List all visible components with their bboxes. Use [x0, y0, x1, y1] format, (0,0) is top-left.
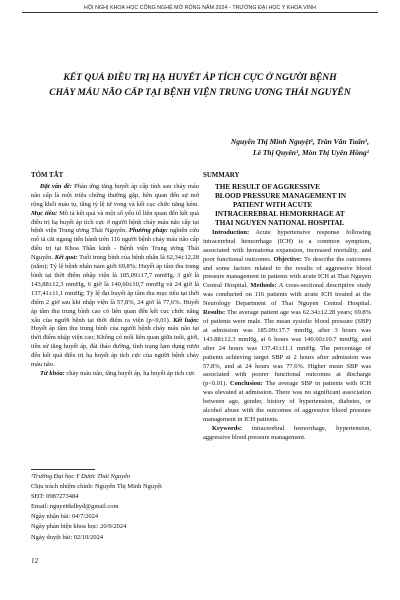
label-introduction: Introduction: [212, 228, 250, 236]
label-purpose: Đặt vấn đề: [40, 182, 72, 190]
english-title-line-1: THE RESULT OF AGGRESSIVE [215, 182, 320, 191]
purpose-text: Phản ứng tăng huyết áp cấp tính sau chảy máu não cấp là một triệu chứng thường gặp, liên quan đến sự mở rộng khối máu tụ, tăng tỷ lệ tử vong và kết cục chức năng kém. [31, 182, 199, 208]
title-line-1: KẾT QUẢ ĐIỀU TRỊ HẠ HUYẾT ÁP TÍCH CỰC Ở NGƯỜI BỆNH [63, 72, 337, 83]
date-reviewed: Ngày phản biện khoa học: 20/9/2024 [31, 523, 127, 531]
english-title [203, 183, 371, 228]
authors-line-1: Nguyễn Thị Minh Nguyệt¹, Trần Văn Tuấn¹, [230, 137, 369, 146]
abstract-vietnamese [31, 172, 199, 379]
running-header: HỘI NGHỊ KHOA HỌC CÔNG NGHỆ MỞ RỘNG NĂM 2024 - TRƯỜNG ĐẠI HỌC Y KHOA VINH [84, 5, 316, 11]
summary-english [203, 172, 371, 443]
affiliation: ¹Trường Đại học Y Dược Thái Nguyên [31, 473, 131, 480]
keywords-text: chảy máu não, tăng huyết áp, hạ huyết áp tích cực [64, 369, 196, 377]
label-conclusion-en: Conclusion: [227, 380, 263, 388]
conclusion-text-en: The average SBP in patients with ICH was elevated at admission. There was no significant association between age, gender, history of hypertension, diabetes, or alcohol abuse with the outcomes of aggressive blood pressure management in ICH patients. [203, 380, 371, 423]
keywords-paragraph [31, 370, 199, 379]
date-received: Ngày nhận bài: 04/7/2024 [31, 513, 99, 521]
abstract-heading: TÓM TẮT [31, 172, 64, 179]
summary-body [203, 229, 371, 425]
header-divider [22, 12, 378, 13]
english-title-line-3: PATIENT WITH ACUTE [233, 200, 313, 209]
label-keywords: Từ khóa: [40, 369, 65, 377]
label-objective-en: Objective: [271, 255, 303, 263]
author-list [109, 136, 369, 158]
label-methods-en: Methods: [247, 282, 277, 290]
conclusion-text: Huyết áp tâm thu trung bình của người bệnh chảy máu não tại thời điểm nhập viện cao; Không có mối liên quan giữa tuổi, giới, tiền sử tăng huyết áp, đái tháo đường, tình trạng lạm dụng rượu đến kết quả điều trị hạ huyết áp tích cực của người bệnh chảy máu não. [31, 325, 199, 369]
label-results-en: Results: [203, 309, 226, 317]
keywords-paragraph-en [203, 425, 371, 443]
date-accepted: Ngày duyệt bài: 02/10/2024 [31, 533, 104, 541]
label-keywords-en: Keywords: [212, 424, 243, 432]
label-objective: Mục tiêu: [31, 209, 58, 217]
english-title-line-5: THAI NGUYEN NATIONAL HOSPITAL [215, 218, 345, 227]
label-results: Kết quả: [53, 254, 78, 262]
email: Email: nguyettkdhyd@gmail.com [31, 503, 119, 511]
objective-text: Mô tả kết quả và một số yếu tố liên quan đến kết quả điều trị hạ huyết áp tích cực ở người bệnh chảy máu não cấp tại bệnh viện Trung ương Thái Nguyên. [31, 209, 199, 235]
method-text: nghiên cứu mô tả cắt ngang tiến hành trên 116 người bệnh chảy máu não cấp điều trị tại Khoa Thần kinh - Bệnh viện Trung ương Thái Nguyên. [31, 227, 199, 262]
paper-title [40, 70, 360, 100]
footnote [31, 469, 199, 543]
results-text: Tuổi trung bình của bệnh nhân là 62,34±12,28 (năm); Tỷ lệ bệnh nhân nam giới 69,8%; Huyết áp tâm thu trung bình tại thời điểm nhập viện là 185,09±17,7 mmHg, 3 giờ là 143,88±12,3 mmHg, 6 giờ là 140,60±10,7 mmHg và 24 giờ là 137,41±11,1 mmHg; Tỷ lệ đạt huyết áp tâm thu mục tiêu tại thời điểm 2 giờ sau khi nhập viện là 57,8%, 24 giờ là 77,6%. Huyết áp tâm thu trung bình cao có liên quan đến kết cục chức năng xấu của người bệnh tại thời điểm ra viện (p<0,01). [31, 254, 199, 324]
abstract-body [31, 183, 199, 370]
label-conclusion: Kết luận: [170, 316, 199, 324]
page-number: 12 [31, 557, 39, 565]
english-title-line-2: BLOOD PRESSURE MANAGEMENT IN [215, 191, 347, 200]
objective-text-en: To describe the outcomes and some factors related to the results of aggressive blood pressure management in patients with acute ICH at Thai Nguyen Central Hospital. [203, 255, 371, 290]
summary-heading: SUMMARY [203, 172, 240, 179]
english-title-line-4: INTRACEREBRAL HEMORRHAGE AT [215, 209, 345, 218]
methods-text-en: A cross-sectional descriptive study was conducted on 116 patients with acute ICH treated at the Neurology Department of Thai Nguyen Central Hospital. [203, 282, 372, 308]
introduction-text: Acute hypertensive response following intracerebral hemorrhage (ICH) is a common symptom, associated with hematoma expansion, increased mortality, and poor functional outcomes. [203, 228, 371, 263]
title-line-2: CHẢY MÁU NÃO CẤP TẠI BỆNH VIỆN TRUNG ƯƠNG THÁI NGUYÊN [49, 87, 351, 98]
results-text-en: The average patient age was 62.34±12.28 years; 69.8% of patients were male. The mean systolic blood pressure (SBP) at admission was 185.09±17.7 mmHg, after 3 hours was 143.88±12.3 mmHg, at 6 hours was 140.60±10.7 mmHg, and after 24 hours was 137.41±11.1 mmHg. The percentage of patients achieving target SBP at 2 hours after admission was 57.8%, and at 24 hours was 77.6%. Higher mean SBP was associated with poorer functional outcomes at discharge (p<0.01). [203, 309, 371, 388]
label-method: Phương pháp: [126, 227, 168, 235]
authors-line-2: Lê Thị Quyên¹, Mòn Thị Uyên Hồng¹ [253, 148, 369, 157]
keywords-text-en: intracerebral hemorrhage, hypertension, aggressive blood pressure management. [203, 424, 371, 441]
responsible-author: Chịu trách nhiệm chính: Nguyễn Thị Minh Nguyệt [31, 483, 162, 491]
phone: SĐT: 0987273484 [31, 493, 79, 501]
